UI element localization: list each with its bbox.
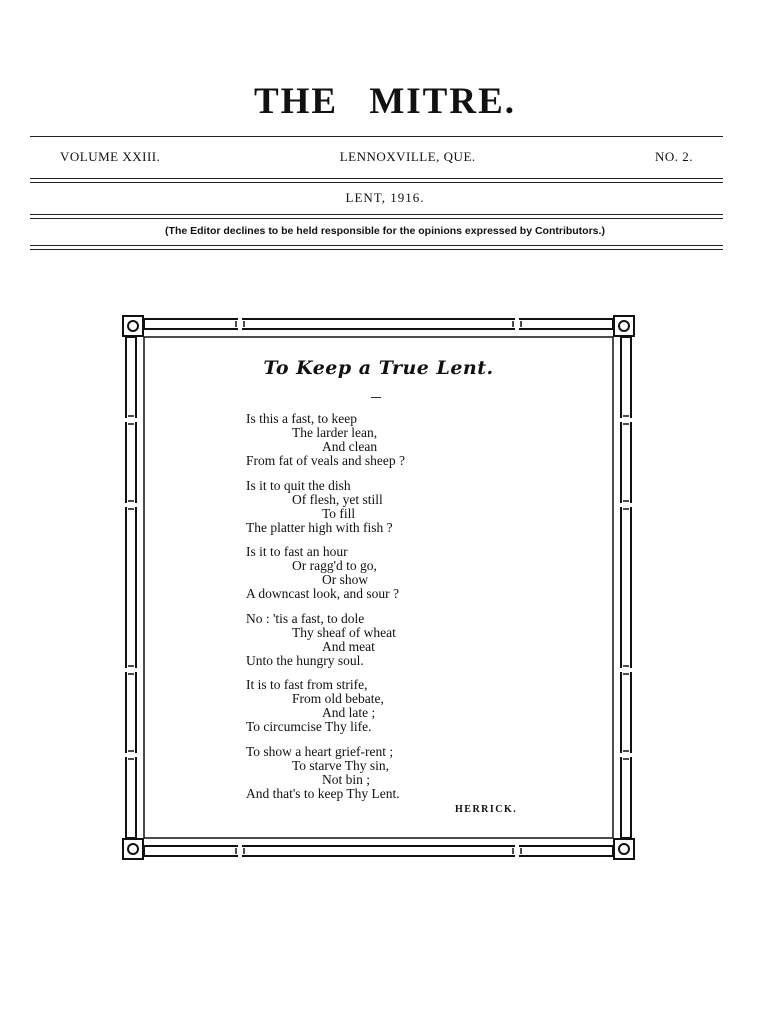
poem-line: The larder lean, — [292, 425, 378, 440]
poem-line: And late ; — [322, 705, 376, 720]
title-ornament-dash — [371, 397, 381, 398]
place-label: LENNOXVILLE, QUE. — [339, 149, 476, 164]
poem-title: To Keep a True Lent. — [263, 357, 494, 379]
poem-line: And that's to keep Thy Lent. — [246, 785, 400, 801]
poem-line: Not bin ; — [322, 771, 371, 787]
poem-line: From old bebate, — [292, 691, 384, 706]
poem-line: Or ragg'd to go, — [292, 558, 377, 573]
divider — [30, 218, 723, 219]
poem-line: From fat of veals and sheep ? — [246, 453, 405, 468]
stanza — [246, 545, 546, 601]
issue-number: NO. 2. — [654, 149, 693, 164]
poem-line: Thy sheaf of wheat — [292, 624, 396, 640]
poem-line: Of flesh, yet still — [292, 491, 383, 507]
issue-info-row — [60, 149, 693, 165]
divider — [30, 249, 723, 250]
stanza — [246, 612, 546, 668]
poem-line: Or show — [322, 572, 369, 587]
poem-line: Is it to fast an hour — [246, 544, 348, 559]
poem-line: To circumcise Thy life. — [246, 719, 372, 734]
divider — [30, 245, 723, 246]
divider — [30, 182, 723, 183]
stanza — [246, 479, 546, 535]
poem-line: To starve Thy sin, — [292, 757, 390, 773]
magazine-title: THE MITRE. — [253, 81, 517, 122]
divider — [30, 136, 723, 137]
poem-line: It is to fast from strife, — [246, 677, 368, 692]
divider — [30, 178, 723, 179]
poem-line: And clean — [322, 439, 378, 454]
issue-date: LENT, 1916. — [345, 190, 425, 205]
poem-line: Is this a fast, to keep — [246, 411, 357, 426]
poem-line: A downcast look, and sour ? — [246, 586, 399, 601]
poem-line: No : 'tis a fast, to dole — [246, 610, 365, 626]
poem-author: HERRICK. — [455, 804, 518, 815]
poem-line: To fill — [322, 505, 356, 521]
divider — [30, 214, 723, 215]
volume-label: VOLUME XXIII. — [60, 149, 161, 164]
stanza — [246, 678, 546, 734]
stanza — [246, 745, 546, 801]
poem-line: Is it to quit the dish — [246, 477, 351, 493]
poem-line: The platter high with fish ? — [246, 519, 393, 535]
editor-disclaimer: (The Editor declines to be held responsible for the opinions expressed by Contributors.) — [165, 225, 605, 237]
poem-line: To show a heart grief-rent ; — [246, 743, 394, 759]
poem-body — [246, 412, 546, 811]
poem-line: And meat — [322, 638, 375, 654]
poem-line: Unto the hungry soul. — [246, 652, 364, 668]
stanza — [246, 412, 546, 468]
